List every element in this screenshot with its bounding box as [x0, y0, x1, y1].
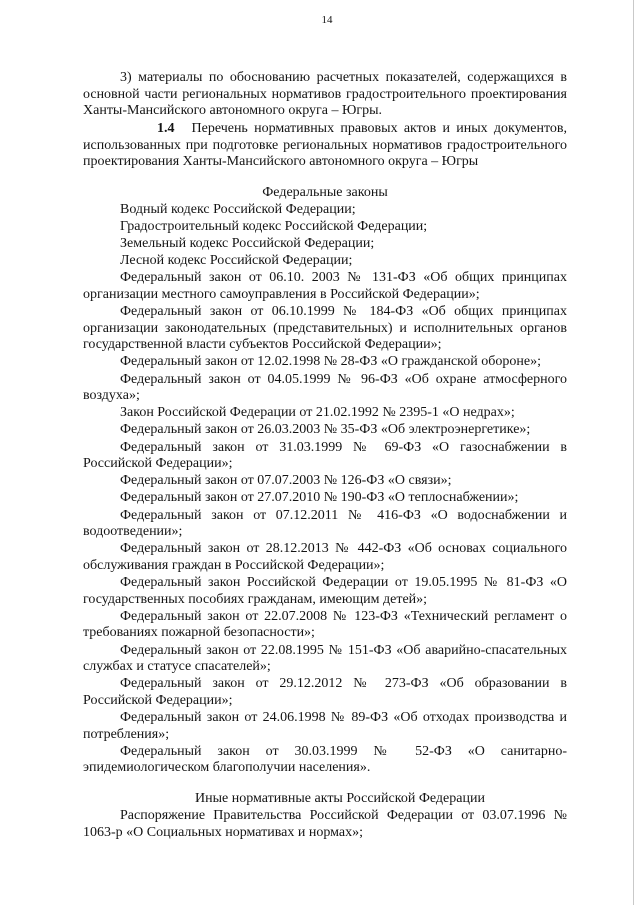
law-item: Закон Российской Федерации от 21.02.1992 № 2395-1 «О недрах»; [120, 405, 515, 421]
law-item: Федеральный закон от 30.03.1999 № 52-ФЗ «О санитарно-эпидемиологическом благополучии населения». [83, 743, 567, 776]
page-number: 14 [321, 14, 333, 26]
intro-paragraph: 3) материалы по обоснованию расчетных показателей, содержащихся в основной части региональных нормативов градостроительного проектирования Ханты-Мансийского автономного округа – Югры. [83, 70, 567, 119]
law-item: Федеральный закон от 31.03.1999 № 69-ФЗ «О газоснабжении в Российской Федерации»; [83, 439, 567, 472]
law-item: Федеральный закон от 06.10. 2003 № 131-ФЗ «Об общих принципах организации местного самоуправления в Российской Федерации»; [83, 270, 567, 302]
other-act-item: Распоряжение Правительства Российской Федерации от 03.07.1996 № 1063-р «О Социальных нормативах и нормах»; [83, 808, 567, 840]
section-number: 1.4 [157, 121, 175, 137]
law-item: Градостроительный кодекс Российской Федерации; [120, 218, 428, 234]
law-item: Федеральный закон от 04.05.1999 № 96-ФЗ «Об охране атмосферного воздуха»; [83, 371, 567, 404]
law-item: Федеральный закон от 28.12.2013 № 442-ФЗ «Об основах социального обслуживания граждан в Российской Федерации»; [83, 541, 567, 573]
law-item: Федеральный закон от 24.06.1998 № 89-ФЗ «Об отходах производства и потребления»; [83, 710, 567, 742]
law-item: Федеральный закон от 26.03.2003 № 35-ФЗ «Об электроэнергетике»; [120, 422, 531, 438]
law-item: Земельный кодекс Российской Федерации; [120, 236, 375, 252]
federal-laws-heading: Федеральные законы [262, 184, 388, 200]
law-item: Федеральный закон от 12.02.1998 № 28-ФЗ «О гражданской обороне»; [120, 354, 541, 370]
law-item: Лесной кодекс Российской Федерации; [120, 253, 353, 269]
law-item: Федеральный закон от 22.08.1995 № 151-ФЗ «Об аварийно-спасательных службах и статусе спасателей»; [83, 642, 567, 675]
law-item: Водный кодекс Российской Федерации; [120, 201, 356, 217]
scan-edge [633, 0, 634, 905]
law-item: Федеральный закон от 27.07.2010 № 190-ФЗ «О теплоснабжении»; [120, 490, 519, 506]
law-item: Федеральный закон Российской Федерации от 19.05.1995 № 81-ФЗ «О государственных пособиях гражданам, имеющим детей»; [83, 575, 567, 607]
law-item: Федеральный закон от 06.10.1999 № 184-ФЗ «Об общих принципах организации законодательных (представительных) и исполнительных органов государственной власти субъектов Российской Федерации»; [83, 304, 567, 353]
law-item: Федеральный закон от 22.07.2008 № 123-ФЗ «Технический регламент о требованиях пожарной безопасности»; [83, 608, 567, 641]
section-paragraph [83, 121, 567, 171]
law-item: Федеральный закон от 07.12.2011 № 416-ФЗ «О водоснабжении и водоотведении»; [83, 507, 567, 540]
other-acts-heading: Иные нормативные акты Российской Федерации [195, 790, 485, 806]
law-item: Федеральный закон от 07.07.2003 № 126-ФЗ «О связи»; [120, 473, 452, 489]
law-item: Федеральный закон от 29.12.2012 № 273-ФЗ «Об образовании в Российской Федерации»; [83, 676, 567, 708]
document-body [83, 70, 567, 841]
section-title: Перечень нормативных правовых актов и иных документов, использованных при подготовке региональных нормативов градостроительного проектирования Ханты-Мансийского автономного округа – Югры [83, 121, 567, 170]
